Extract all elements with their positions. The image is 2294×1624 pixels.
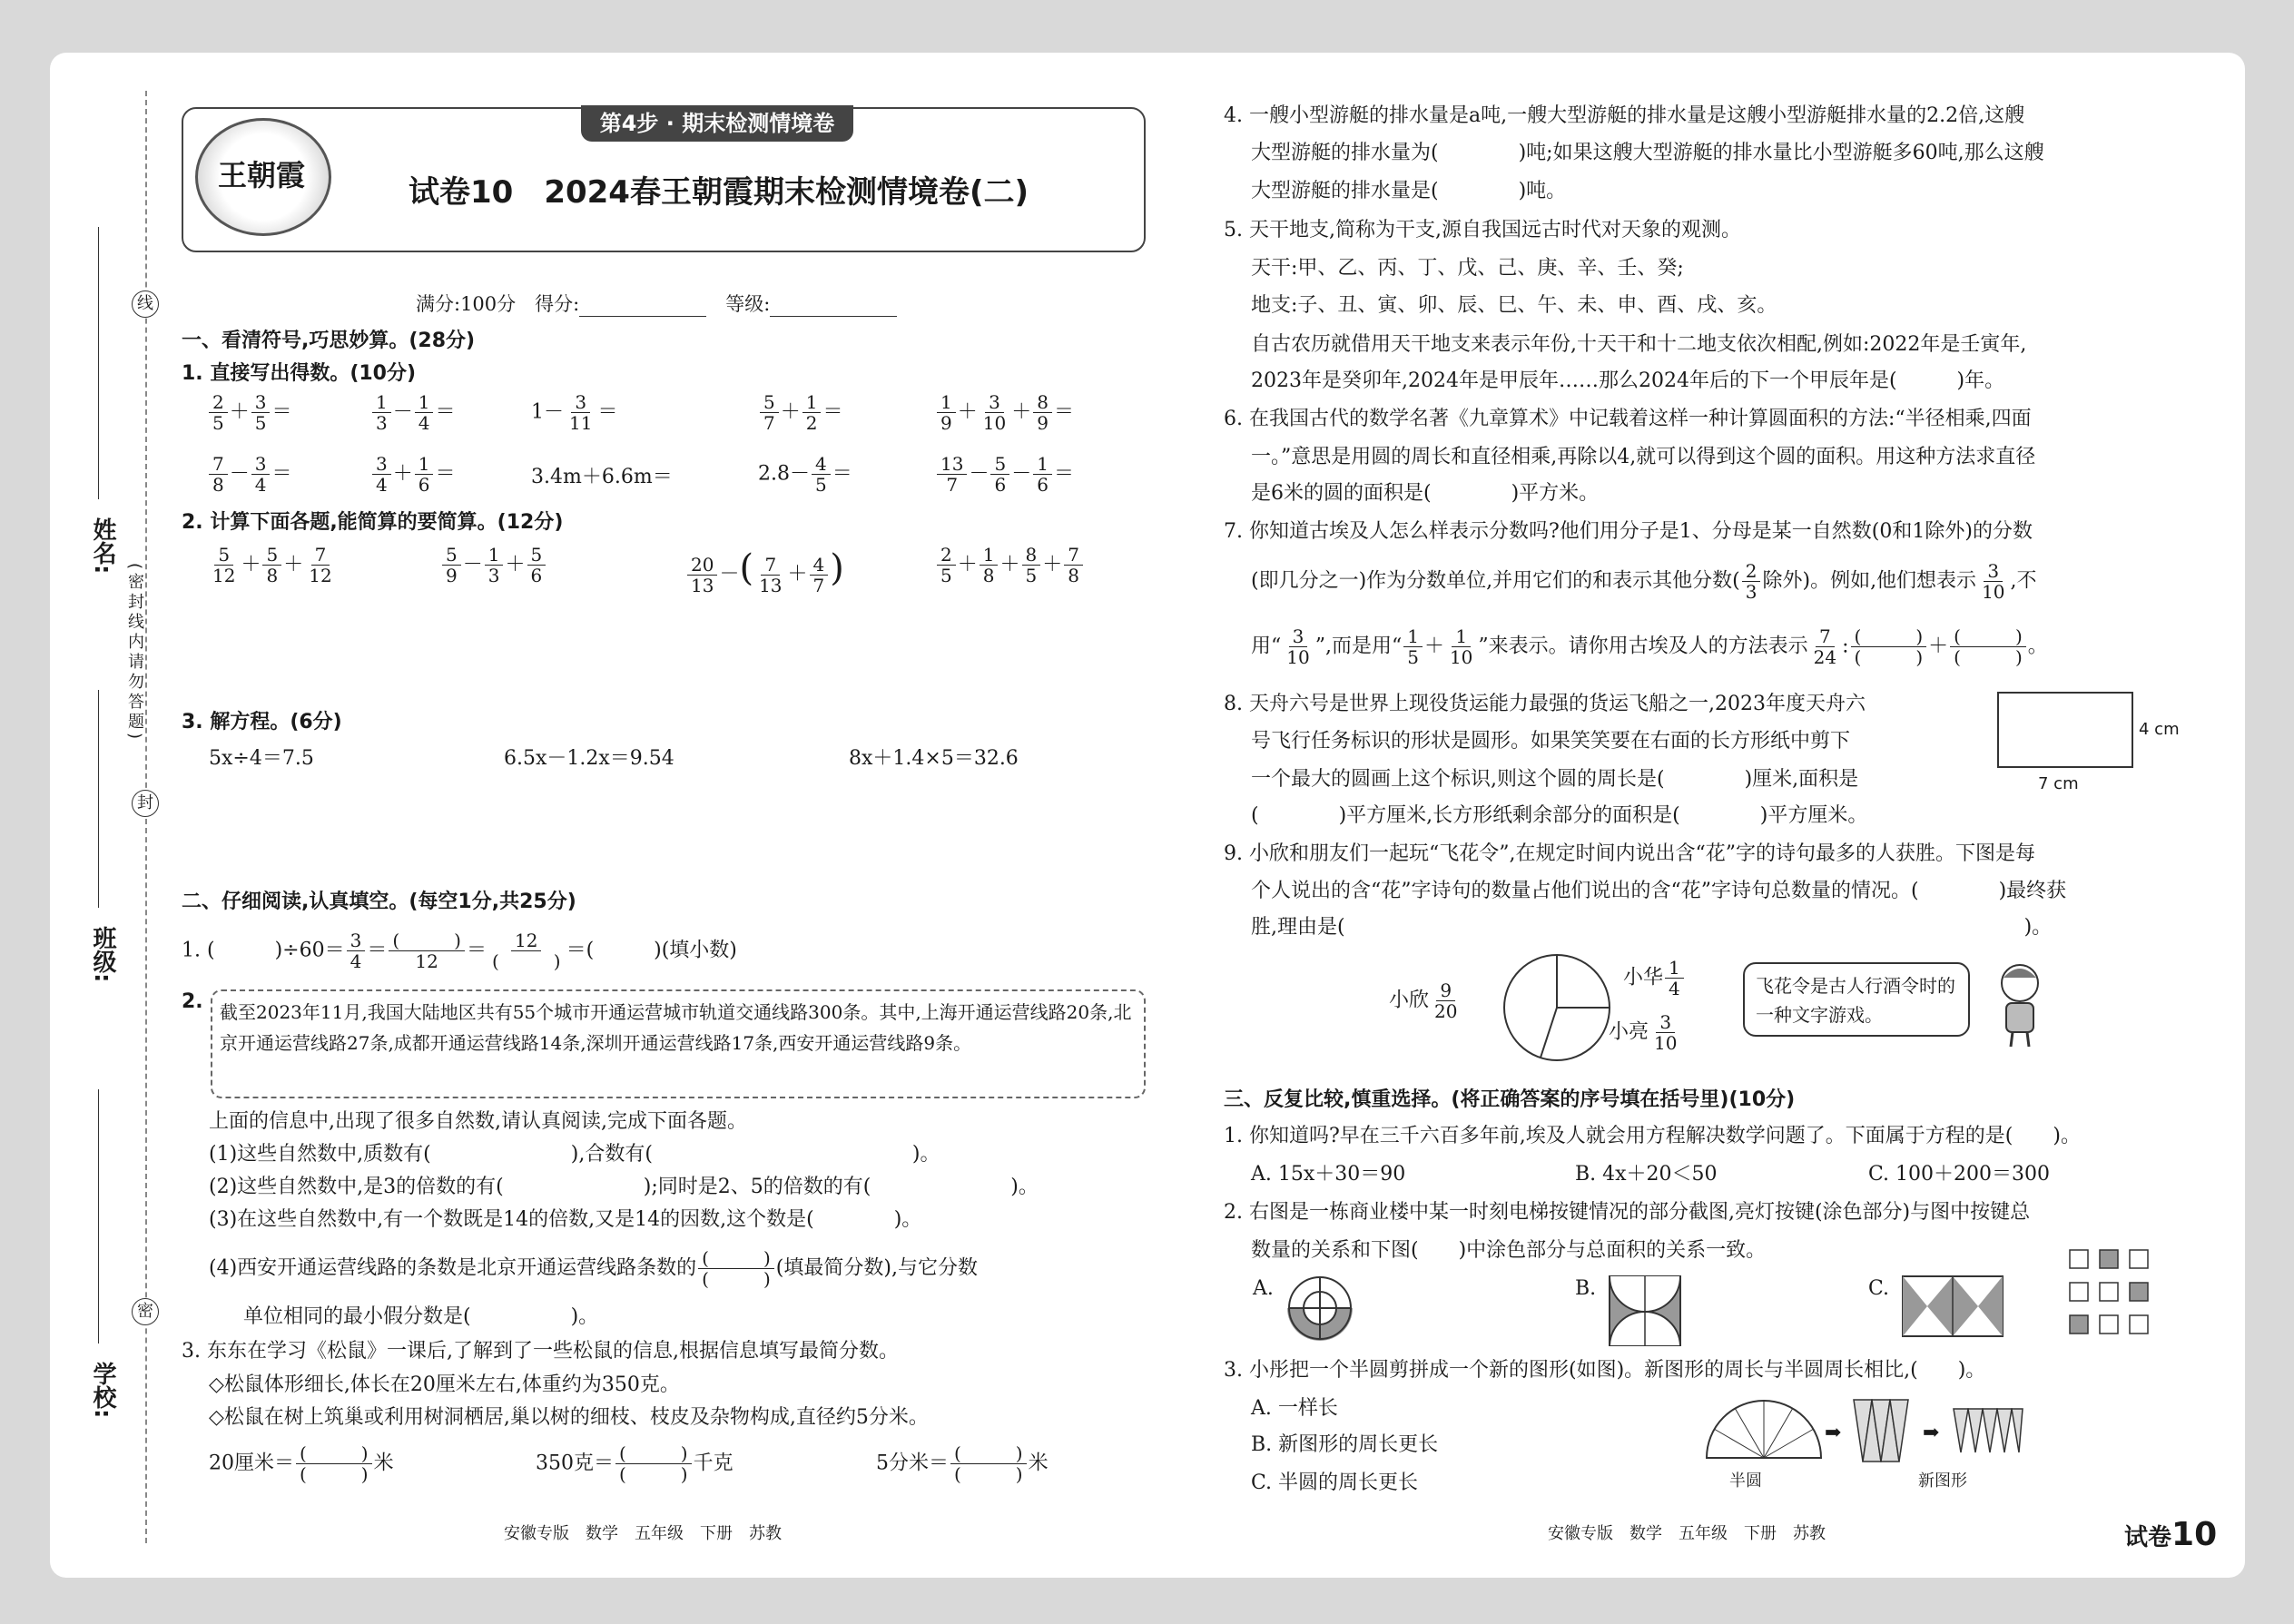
s2q1-text: 1. ( )÷60＝ (182, 939, 345, 962)
q3-b: 6.5x－1.2x＝9.54 (504, 747, 674, 770)
opt-a-label: A. (1253, 1277, 1274, 1300)
q2-a: $\frac{5}{12}$ ＋ $\frac{5}{8}$ ＋ $\frac{7}{12}$ (212, 544, 332, 586)
q1-item-a: 3.4m＋6.6m＝ (531, 466, 673, 488)
q7c-text3: ”来表示。请你用古埃及人的方法表示 (1478, 635, 1808, 658)
q8d: ( )平方厘米,长方形纸剩余部分的面积是( )平方厘米。 (1251, 804, 1868, 827)
s2q2-d-text: (4)西安开通运营线路的条数是北京开通运营线路条数的 (209, 1256, 697, 1280)
s2q2-c: (3)在这些自然数中,有一个数既是14的倍数,又是14的因数,这个数是( )。 (209, 1208, 922, 1231)
q1-row1b: $\frac{1}{3}$ － $\frac{1}{4}$ ＝ (370, 392, 456, 433)
q6a: 6. 在我国古代的数学名著《九章算术》中记载着这样一种计算圆面积的方法:“半径相乘,四面 (1224, 408, 2032, 430)
step-badge: 第4步 · 期末检测情境卷 (581, 105, 853, 142)
q6b: 一。”意思是用圆的周长和直径相乘,再除以4,就可以得到这个圆的面积。用这种方法求直径 (1251, 446, 2036, 468)
logo-text: 王朝霞 (218, 158, 306, 192)
q4b: 大型游艇的排水量为( )吨;如果这艘大型游艇的排水量比小型游艇多60吨,那么这艘 (1251, 142, 2044, 164)
q1-label: 1. 直接写出得数。(10分) (182, 362, 417, 385)
page-num: 10 (2171, 1516, 2218, 1553)
line-tag: 线 (132, 290, 159, 318)
semicircle-caption: 半圆 (1729, 1471, 1762, 1491)
score-label: 满分:100分 得分: (416, 293, 580, 315)
q2-b: $\frac{5}{9}$ － $\frac{1}{3}$ ＋ $\frac{5}{6}$ (440, 545, 547, 586)
s3q1-a: A. 15x＋30＝90 (1251, 1163, 1406, 1186)
q5d: 自古农历就借用天干地支来表示年份,十天干和十二地支依次相配,例如:2022年是壬寅年, (1251, 333, 2027, 356)
brand-logo (195, 118, 331, 236)
q7b-text3: ,不 (2010, 569, 2037, 593)
s2q3-c1-text: 20厘米＝ (209, 1452, 294, 1475)
s2q3-c2-text: 350克＝ (536, 1452, 614, 1475)
mi-tag: 密 (132, 1298, 159, 1325)
s3q1-c: C. 100＋200＝300 (1868, 1163, 2051, 1186)
school-label: 学校: (89, 1362, 116, 1419)
seal-tag: 封 (132, 790, 159, 817)
q9b: 个人说出的含“花”字诗句的数量占他们说出的含“花”字诗句总数量的情况。( )最终获 (1251, 880, 2067, 902)
q1-item-c: 1－ (531, 400, 564, 424)
rearranged-figure-1 (1852, 1398, 1915, 1463)
q3-c: 8x＋1.4×5＝32.6 (849, 747, 1019, 770)
q7c: 用“ $\frac{3}{10}$ ”,而是用“ $\frac{1}{5}$ ＋ $\frac{1}{10}$ ”来表示。请你用古埃及人的方法表示 $\frac{7}{24}$ : $\frac{( )}{( )}$ ＋ $\frac{( )}{( )}$ 。 (1251, 625, 2048, 668)
q1-row2d: 2.8－ $\frac{4}{5}$ ＝ (758, 453, 852, 496)
q2-d: $\frac{2}{5}$ ＋ $\frac{1}{8}$ ＋ $\frac{8}{5}$ ＋ $\frac{7}{8}$ (935, 545, 1085, 586)
page-number (2124, 1514, 2217, 1557)
arrow-1: ➡ (1825, 1422, 1842, 1444)
name-line (98, 227, 99, 499)
q1-row1d: $\frac{5}{7}$ ＋ $\frac{1}{2}$ ＝ (758, 392, 843, 433)
pie-liang-name: 小亮 (1609, 1020, 1649, 1044)
q7b: (即几分之一)作为分数单位,并用它们的和表示其他分数( $\frac{2}{3}$ 除外)。例如,他们想表示 $\frac{3}{10}$ ,不 (1251, 560, 2037, 603)
semicircle-figure (1705, 1398, 1823, 1463)
section2-title: 二、仔细阅读,认真填空。(每空1分,共25分) (182, 891, 576, 913)
s3q3-c: C. 半圆的周长更长 (1251, 1471, 1419, 1494)
arrow-2: ➡ (1923, 1422, 1940, 1444)
class-line (98, 690, 99, 908)
s3q2b: 数量的关系和下图( )中涂色部分与总面积的关系一致。 (1251, 1239, 1767, 1262)
s2q3-c2: 350克＝ $\frac{( )}{( )}$ 千克 (536, 1442, 733, 1485)
pie-label-xin: 小欣 $\frac{9}{20}$ (1389, 979, 1458, 1022)
page-title: 试卷10 2024春王朝霞期末检测情境卷(二) (409, 174, 1029, 211)
pie-hua-name: 小华 (1623, 966, 1664, 989)
q9c: 胜,理由是( )。 (1251, 916, 2053, 939)
s2q1-tail: ＝( )(填小数) (566, 939, 737, 962)
page-tag: 试卷 (2124, 1524, 2172, 1551)
q1-row1: $\frac{2}{5}$ ＋ $\frac{3}{5}$ ＝ (207, 392, 292, 433)
s3q3-b: B. 新图形的周长更长 (1251, 1433, 1439, 1456)
s2q3-c3-text: 5分米＝ (876, 1452, 949, 1475)
s3q3-a: A. 一样长 (1251, 1397, 1338, 1420)
section1-title: 一、看清符号,巧思妙算。(28分) (182, 330, 476, 352)
s3q2a: 2. 右图是一栋商业楼中某一时刻电梯按键情况的部分截图,亮灯按键(涂色部分)与图中按键总 (1224, 1201, 2031, 1224)
q6c: 是6米的圆的面积是( )平方米。 (1251, 482, 1600, 505)
s2q2-num: 2. (182, 990, 203, 1013)
q5a: 5. 天干地支,简称为干支,源自我国远古时代对天象的观测。 (1224, 219, 1741, 241)
s2q2-d: (4)西安开通运营线路的条数是北京开通运营线路条数的 $\frac{( )}{( )}$ (填最简分数),与它分数 (209, 1247, 978, 1290)
q8c: 一个最大的圆画上这个标识,则这个圆的周长是( )厘米,面积是 (1251, 768, 1859, 791)
right-footer: 安徽专版 数学 五年级 下册 苏教 (1548, 1524, 1826, 1543)
s3q3: 3. 小彤把一个半圆剪拼成一个新的图形(如图)。新图形的周长与半圆周长相比,( )。 (1224, 1359, 1986, 1382)
s2q2-a: (1)这些自然数中,质数有( ),合数有( )。 (209, 1143, 940, 1166)
score-blank[interactable] (579, 316, 706, 317)
s2q3-c2-unit: 千克 (693, 1452, 733, 1475)
q1-row1e: $\frac{1}{9}$ ＋ $\frac{3}{10}$ ＋ $\frac{8}{9}$ ＝ (935, 392, 1074, 433)
s2q2-b: (2)这些自然数中,是3的倍数的有( );同时是2、5的倍数的有( )。 (209, 1176, 1039, 1198)
q4c: 大型游艇的排水量是( )吨。 (1251, 180, 1567, 202)
q1-item-b: 2.8－ (758, 462, 810, 486)
option-a-figure (1287, 1275, 1353, 1341)
q1-row2e: $\frac{13}{7}$ － $\frac{5}{6}$ － $\frac{1}{6}$ ＝ (935, 454, 1074, 495)
s2q3-c1-unit: 米 (373, 1452, 394, 1475)
opt-c-label: C. (1868, 1277, 1890, 1300)
q7b-text2: 除外)。例如,他们想表示 (1762, 569, 1977, 593)
s2q3-c3-unit: 米 (1028, 1452, 1049, 1475)
q1-row2b: $\frac{3}{4}$ ＋ $\frac{1}{6}$ ＝ (370, 454, 456, 495)
q7b-text: (即几分之一)作为分数单位,并用它们的和表示其他分数( (1251, 569, 1740, 593)
q5b: 天干:甲、乙、丙、丁、戊、己、庚、辛、壬、癸; (1251, 257, 1684, 280)
q5c: 地支:子、丑、寅、卯、辰、巳、午、未、申、酉、戌、亥。 (1251, 294, 1777, 317)
s2q3-c3: 5分米＝ $\frac{( )}{( )}$ 米 (876, 1442, 1049, 1485)
q2-c: $\frac{20}{13}$ －( $\frac{7}{13}$ ＋ $\frac{4}{7}$ ) (685, 545, 844, 595)
q3-label: 3. 解方程。(6分) (182, 711, 342, 733)
s2q3-b: ◇松鼠在树上筑巢或利用树洞栖居,巢以树的细枝、枝皮及杂物构成,直径约5分米。 (209, 1406, 929, 1429)
name-label: 姓名: (89, 517, 116, 575)
s2q2-d2: 单位相同的最小假分数是( )。 (243, 1305, 599, 1328)
rect-width-label: 7 cm (2038, 774, 2079, 793)
pie-label-liang: 小亮 $\frac{3}{10}$ (1609, 1011, 1678, 1054)
poetry-pie-chart (1489, 949, 1625, 1067)
new-figure-caption: 新图形 (1918, 1471, 1967, 1491)
option-c-figure (1902, 1275, 2004, 1337)
q3-a: 5x÷4＝7.5 (209, 747, 314, 770)
s2q2-d-tail: (填最简分数),与它分数 (775, 1256, 978, 1280)
grade-label: 等级: (725, 293, 771, 315)
s3q1-b: B. 4x＋20＜50 (1575, 1163, 1718, 1186)
q7a: 7. 你知道古埃及人怎么样表示分数吗?他们用分子是1、分母是某一自然数(0和1除外)的分数 (1224, 520, 2033, 543)
grade-blank[interactable] (770, 316, 897, 317)
opt-b-label: B. (1575, 1277, 1597, 1300)
section3-title: 三、反复比较,慎重选择。(将正确答案的序号填在括号里)(10分) (1224, 1088, 1796, 1111)
s2q3: 3. 东东在学习《松鼠》一课后,了解到了一些松鼠的信息,根据信息填写最简分数。 (182, 1340, 899, 1363)
elevator-buttons-figure (2068, 1248, 2150, 1339)
q8b: 号飞行任务标识的形状是圆形。如果笑笑要在右面的长方形纸中剪下 (1251, 730, 1851, 753)
q9a: 9. 小欣和朋友们一起玩“飞花令”,在规定时间内说出含“花”字的诗句最多的人获胜。下图是每 (1224, 842, 2035, 865)
q7c-text: 用“ (1251, 635, 1282, 658)
q5e: 2023年是癸卯年,2024年是甲辰年……那么2024年后的下一个甲辰年是( )年。 (1251, 369, 2005, 392)
left-footer: 安徽专版 数学 五年级 下册 苏教 (504, 1524, 782, 1543)
class-label: 班级: (89, 926, 116, 983)
s2q2-intro: 上面的信息中,出现了很多自然数,请认真阅读,完成下面各题。 (209, 1110, 747, 1133)
rearranged-figure-2 (1952, 1407, 2024, 1454)
q8a: 8. 天舟六号是世界上现役货运能力最强的货运飞船之一,2023年度天舟六 (1224, 693, 1866, 715)
s2q2-box-text: 截至2023年11月,我国大陆地区共有55个城市开通运营城市轨道交通线路300条。其中,上海开通运营线路20条,北京开通运营线路27条,成都开通运营线路14条,深圳开通运营线路17条,西安开通运营线路9条。 (220, 1001, 1132, 1054)
q1-row1c: 1－ $\frac{3}{11}$ ＝ (531, 391, 618, 434)
s2q3-a: ◇松鼠体形细长,体长在20厘米左右,体重约为350克。 (209, 1373, 680, 1396)
rect-height-label: 4 cm (2139, 720, 2180, 739)
school-line (98, 1089, 99, 1343)
no-answer-note: (密封线内请勿答题) (125, 563, 144, 743)
q1-row2: $\frac{7}{8}$ － $\frac{3}{4}$ ＝ (207, 454, 292, 495)
pie-xin-name: 小欣 (1389, 989, 1430, 1012)
q2-label: 2. 计算下面各题,能简算的要简算。(12分) (182, 511, 564, 534)
pie-label-hua: 小华 $\frac{1}{4}$ (1623, 958, 1686, 999)
paper-rectangle (1997, 692, 2133, 768)
q4a: 4. 一艘小型游艇的排水量是a吨,一艘大型游艇的排水量是这艘小型游艇排水量的2.2倍,这艘 (1224, 104, 2025, 127)
q7c-text2: ”,而是用“ (1314, 635, 1403, 658)
s2q1: 1. ( )÷60＝ $\frac{3}{4}$ ＝ $\frac{( )}{12}$ ＝ $\frac{12}{( )}$ ＝( )(填小数) (182, 930, 737, 972)
boy-illustration (1988, 958, 2052, 1048)
option-b-figure (1609, 1275, 1681, 1346)
score-line (416, 292, 897, 317)
s2q3-c1: 20厘米＝ $\frac{( )}{( )}$ 米 (209, 1442, 394, 1485)
speech-text: 飞花令是古人行酒令时的一种文字游戏。 (1756, 975, 1955, 1026)
s3q1: 1. 你知道吗?早在三千六百多年前,埃及人就会用方程解决数学问题了。下面属于方程的是( )。 (1224, 1125, 2081, 1147)
